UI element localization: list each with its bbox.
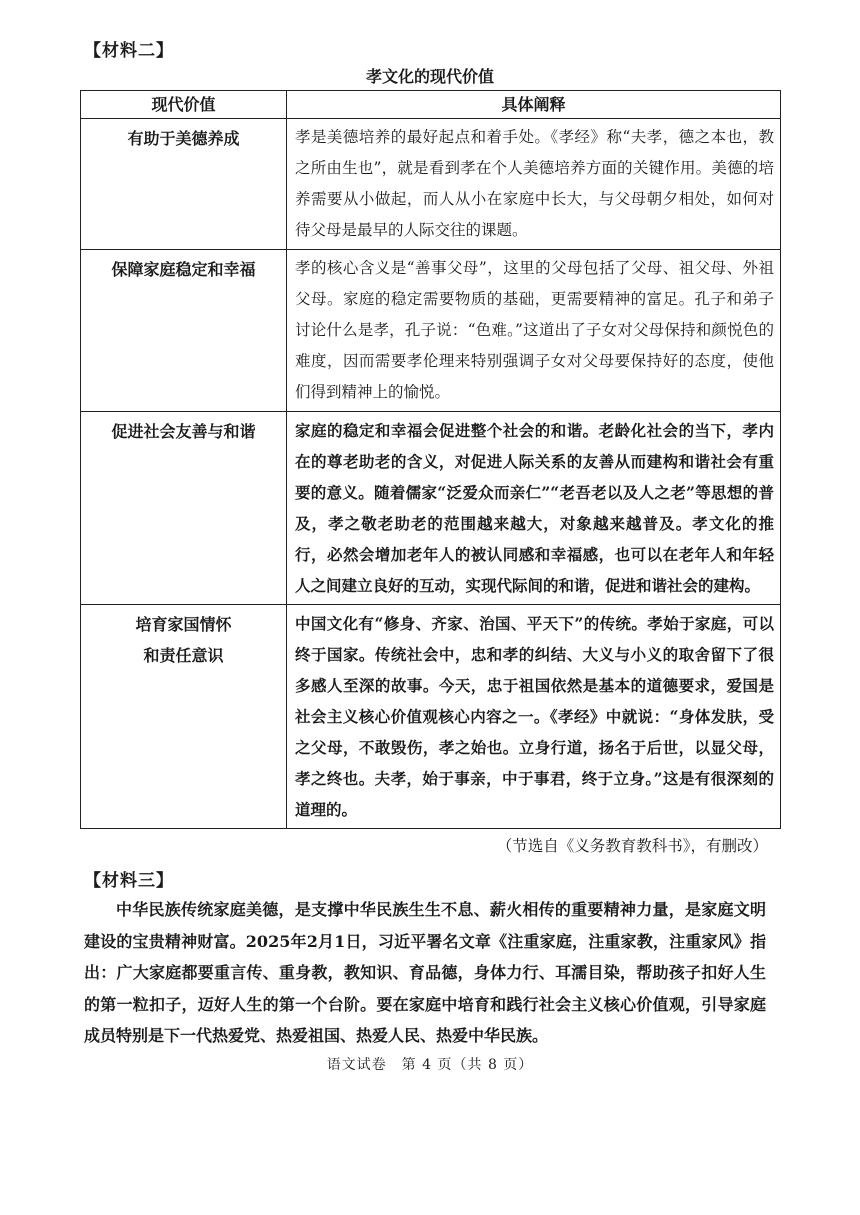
material-three-heading: 【材料三】 (84, 871, 174, 891)
page-footer: 语文试卷 第 4 页（共 8 页） (326, 1057, 534, 1073)
row-detail-cell: 孝是美德培养的最好起点和着手处。《孝经》称“夫孝，德之本也，教之所由生也”，就是看到孝在个人美德培养方面的关键作用。美德的培养需要从小做起，而人从小在家庭中长大，与父母朝夕相处，如何对待父母是最早的人际交往的课题。 (287, 119, 781, 250)
table-row (81, 605, 781, 829)
row-detail-cell: 中国文化有“修身、齐家、治国、平天下”的传统。孝始于家庭，可以终于国家。传统社会中，忠和孝的纠结、大义与小义的取舍留下了很多感人至深的故事。今天，忠于祖国依然是基本的道德要求，爱国是社会主义核心价值观核心内容之一。《孝经》中就说：“身体发肤，受之父母，不敢毁伤，孝之始也。立身行道，扬名于后世，以显父母，孝之终也。夫孝，始于事亲，中于事君，终于立身。”这是有很深刻的道理的。 (287, 605, 781, 829)
row-value-cell: 促进社会友善与和谐 (81, 412, 287, 605)
material-two-heading: 【材料二】 (84, 41, 174, 61)
table-row (81, 119, 781, 250)
row-value-cell: 有助于美德养成 (81, 119, 287, 250)
row-value-cell (81, 605, 287, 829)
table-header-row (81, 91, 781, 119)
row-value-line: 培育家国情怀 (135, 615, 232, 634)
table-row (81, 250, 781, 412)
filial-culture-table (80, 90, 781, 829)
column-header-value: 现代价值 (81, 91, 287, 119)
source-citation: （节选自《义务教育教科书》，有删改） (496, 837, 768, 855)
row-detail-cell: 家庭的稳定和幸福会促进整个社会的和谐。老龄化社会的当下，孝内在的尊老助老的含义，对促进人际关系的友善从而建构和谐社会有重要的意义。随着儒家“泛爱众而亲仁”“老吾老以及人之老”等思想的普及，孝之敬老助老的范围越来越大，对象越来越普及。孝文化的推行，必然会增加老年人的被认同感和幸福感，也可以在老年人和年轻人之间建立良好的互动，实现代际间的和谐，促进和谐社会的建构。 (287, 412, 781, 605)
column-header-detail: 具体阐释 (287, 91, 781, 119)
row-detail-cell: 孝的核心含义是“善事父母”，这里的父母包括了父母、祖父母、外祖父母。家庭的稳定需要物质的基础，更需要精神的富足。孔子和弟子讨论什么是孝，孔子说：“色难。”这道出了子女对父母保持和颜悦色的难度，因而需要孝伦理来特别强调子女对父母要保持好的态度，使他们得到精神上的愉悦。 (287, 250, 781, 412)
row-value-cell: 保障家庭稳定和幸福 (81, 250, 287, 412)
table-row (81, 412, 781, 605)
material-three-paragraph: 中华民族传统家庭美德，是支撑中华民族生生不息、薪火相传的重要精神力量，是家庭文明建设的宝贵精神财富。2025年2月1日，习近平署名文章《注重家庭，注重家教，注重家风》指出：广大家庭都要重言传、重身教，教知识、育品德，身体力行、耳濡目染，帮助孩子扣好人生的第一粒扣子，迈好人生的第一个台阶。要在家庭中培育和践行社会主义核心价值观，引导家庭成员特别是下一代热爱党、热爱祖国、热爱人民、热爱中华民族。 (84, 900, 766, 1045)
table-title: 孝文化的现代价值 (365, 67, 494, 86)
row-value-line: 和责任意识 (143, 646, 224, 665)
